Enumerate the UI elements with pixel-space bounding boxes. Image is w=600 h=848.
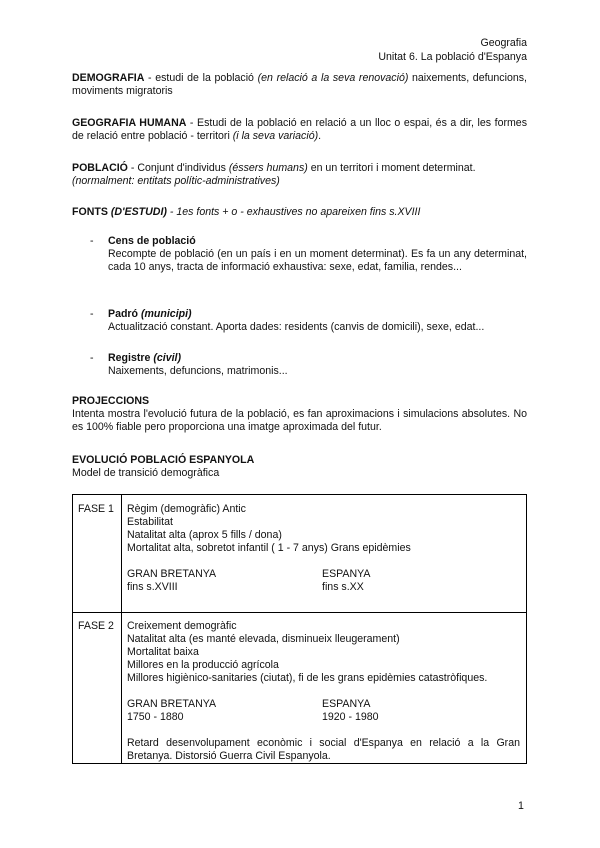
transition-model-table (72, 494, 527, 764)
col-gran-bretanya-value: 1750 - 1880 (127, 711, 184, 723)
definition-geografia-humana (72, 117, 527, 143)
col-gran-bretanya-head: GRAN BRETANYA (127, 698, 217, 710)
section-evolucio (72, 454, 527, 480)
list-item-registre (92, 352, 527, 378)
fase-comparison (127, 698, 520, 724)
definition-demografia (72, 72, 527, 98)
fonts-term-italic: (D'ESTUDI) (107, 206, 167, 218)
geografia-humana-italic: (i la seva variació) (232, 130, 319, 142)
list-item-title: Padró (108, 308, 139, 320)
fase-content (127, 620, 520, 763)
evolucio-title: EVOLUCIÓ POBLACIÓ ESPANYOLA (72, 454, 255, 466)
evolucio-subtitle: Model de transició demogràfica (72, 467, 220, 479)
list-item-title-italic: (municipi) (138, 308, 192, 320)
list-item-title-italic: (civil) (150, 352, 182, 364)
geografia-humana-text: - Estudi de la població en relació a un lloc o espai, és a dir, les formes de relació entre població - territori (72, 117, 527, 142)
list-item-cens (92, 235, 527, 274)
list-dash: - (90, 352, 94, 364)
poblacio-italic: (éssers humans) (228, 162, 308, 174)
col-gran-bretanya-head: GRAN BRETANYA (127, 568, 217, 580)
list-item-title: Registre (108, 352, 151, 364)
definition-fonts (72, 206, 527, 219)
table-row-fase-1 (73, 495, 526, 612)
list-item-padro (92, 308, 527, 334)
projeccions-text: Intenta mostra l'evolució futura de la població, es fan aproximacions i simulacions absolutes. No es 100% fiable pero proporciona una imatge aproximada del futur. (72, 408, 527, 433)
poblacio-note: (normalment: entitats polític-administratives) (72, 175, 280, 187)
demografia-text: - estudi de la població (144, 72, 258, 84)
fase-content (127, 503, 520, 594)
fase-note: Retard desenvolupament econòmic i social d'Espanya en relació a la Gran Bretanya. Distorsió Guerra Civil Espanyola. (127, 737, 520, 762)
demografia-rest: naixements, defuncions, moviments migratoris (72, 72, 527, 97)
fase-line: Millores en la producció agrícola (127, 659, 279, 671)
term-demografia: DEMOGRAFIA (72, 72, 145, 84)
section-projeccions (72, 395, 527, 434)
page-header (378, 36, 527, 64)
fase-line: Règim (demogràfic) Antic (127, 503, 246, 515)
list-item-text: Actualització constant. Aporta dades: residents (canvis de domicili), sexe, edat... (108, 321, 485, 333)
list-item-title: Cens de població (108, 235, 196, 247)
list-dash: - (90, 235, 94, 247)
projeccions-title: PROJECCIONS (72, 395, 150, 407)
fase-line: Mortalitat alta, sobretot infantil ( 1 - 7 anys) Grans epidèmies (127, 542, 411, 554)
header-subject: Geografia (480, 37, 527, 49)
table-row-fase-2 (73, 612, 526, 765)
col-espanya-head: ESPANYA (322, 698, 371, 710)
term-fonts: FONTS (72, 206, 108, 218)
term-poblacio: POBLACIÓ (72, 162, 128, 174)
fonts-italic: - 1es fonts + o - exhaustives no apareixen fins s.XVIII (166, 206, 421, 218)
fase-line: Natalitat alta (aprox 5 fills / dona) (127, 529, 282, 541)
definition-poblacio (72, 162, 527, 188)
list-item-text: Naixements, defuncions, matrimonis... (108, 365, 288, 377)
list-item-text: Recompte de població (en un país i en un moment determinat). Es fa un any determinat, cada 10 anys, tracta de informació exhaustiva: sexe, edat, familia, rendes... (108, 248, 527, 273)
fase-line: Estabilitat (127, 516, 173, 528)
fase-label: FASE 1 (78, 503, 114, 515)
header-unit: Unitat 6. La població d'Espanya (378, 51, 527, 63)
col-espanya-value: 1920 - 1980 (322, 711, 379, 723)
term-geografia-humana: GEOGRAFIA HUMANA (72, 117, 187, 129)
fase-comparison (127, 568, 520, 594)
fase-line: Creixement demogràfic (127, 620, 237, 632)
page-number: 1 (518, 800, 524, 812)
fase-label: FASE 2 (78, 620, 114, 632)
fase-line: Millores higiènico-sanitaries (ciutat), fi de les grans epidèmies catastròfiques. (127, 672, 488, 684)
fase-line: Natalitat alta (es manté elevada, disminueix lleugerament) (127, 633, 400, 645)
col-espanya-head: ESPANYA (322, 568, 371, 580)
poblacio-rest: en un territori i moment determinat. (307, 162, 476, 174)
geografia-humana-end: . (318, 130, 322, 142)
poblacio-text: - Conjunt d'individus (127, 162, 229, 174)
col-gran-bretanya-value: fins s.XVIII (127, 581, 178, 593)
list-dash: - (90, 308, 94, 320)
col-espanya-value: fins s.XX (322, 581, 364, 593)
demografia-italic: (en relació a la seva renovació) (257, 72, 409, 84)
fase-line: Mortalitat baixa (127, 646, 199, 658)
